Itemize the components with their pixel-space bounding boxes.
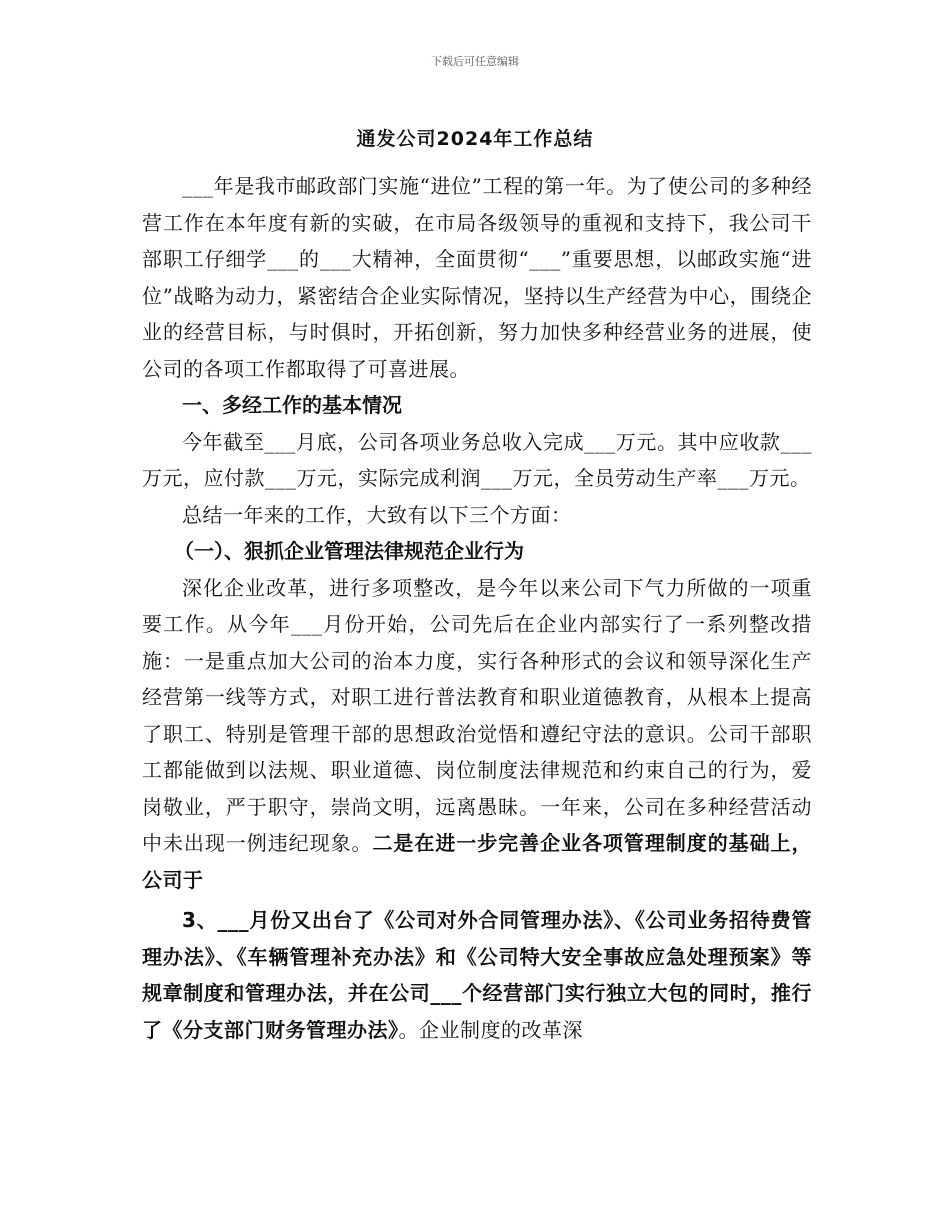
subsection-1-heading: （一）、狠抓企业管理法律规范企业行为 [174, 539, 524, 563]
section-1-paragraph: 今年截至___月底，公司各项业务总收入完成___万元。其中应收款___万元，应付款___万元，实际完成利润___万元，全员劳动生产率___万元。 [142, 429, 812, 490]
subsection-1-text: 深化企业改革，进行多项整改，是今年以来公司下气力所做的一项重要工作。从今年___月份开始，公司先后在企业内部实行了一系列整改措施：一是重点加大公司的治本力度，实行各种形式的会议和领导深化生产经营第一线等方式，对职工进行普法教育和职业道德教育，从根本上提高了职工、特别是管理干部的思想政治觉悟和遵纪守法的意识。公司干部职工都能做到以法规、职业道德、岗位制度法律规范和约束自己的行为，爱岗敬业，严于职守，崇尚文明，远离愚昧。一年来，公司在多种经营活动中未出现一例违纪现象。 [142, 575, 812, 855]
subsection-1-bold-text: 二是在进一步完善企业各项管理制度的基础上，公司于 [142, 831, 813, 892]
page-header-note: 下载后可任意编辑 [431, 55, 519, 68]
item-3-text: 。企业制度的改革深 [398, 1017, 583, 1042]
document-title: 通发公司2024年工作总结 [356, 128, 594, 150]
subsection-1-paragraph [142, 570, 812, 899]
intro-paragraph: ___年是我市邮政部门实施“进位”工程的第一年。为了使公司的多种经营工作在本年度有新的实破，在市局各级领导的重视和支持下，我公司干部职工仔细学___的___大精神，全面贯彻“___”重要思想，以邮政实施“进位”战略为动力，紧密结合企业实际情况，坚持以生产经营为中心，围绕企业的经营目标，与时俱时，开拓创新，努力加快多种经营业务的进展，使公司的各项工作都取得了可喜进展。 [142, 174, 812, 381]
item-3-paragraph [142, 902, 812, 1048]
document-body [142, 168, 812, 1048]
summary-paragraph: 总结一年来的工作，大致有以下三个方面： [182, 502, 572, 527]
section-1-heading: 一、多经工作的基本情况 [182, 393, 402, 417]
item-3-bold-text: 3、___月份又出台了《公司对外合同管理办法》、《公司业务招待费管理办法》、《车辆管理补充办法》和《公司特大安全事故应急处理预案》等规章制度和管理办法，并在公司___个经营部门实行独立大包的同时，推行了《分支部门财务管理办法》 [142, 908, 812, 1042]
